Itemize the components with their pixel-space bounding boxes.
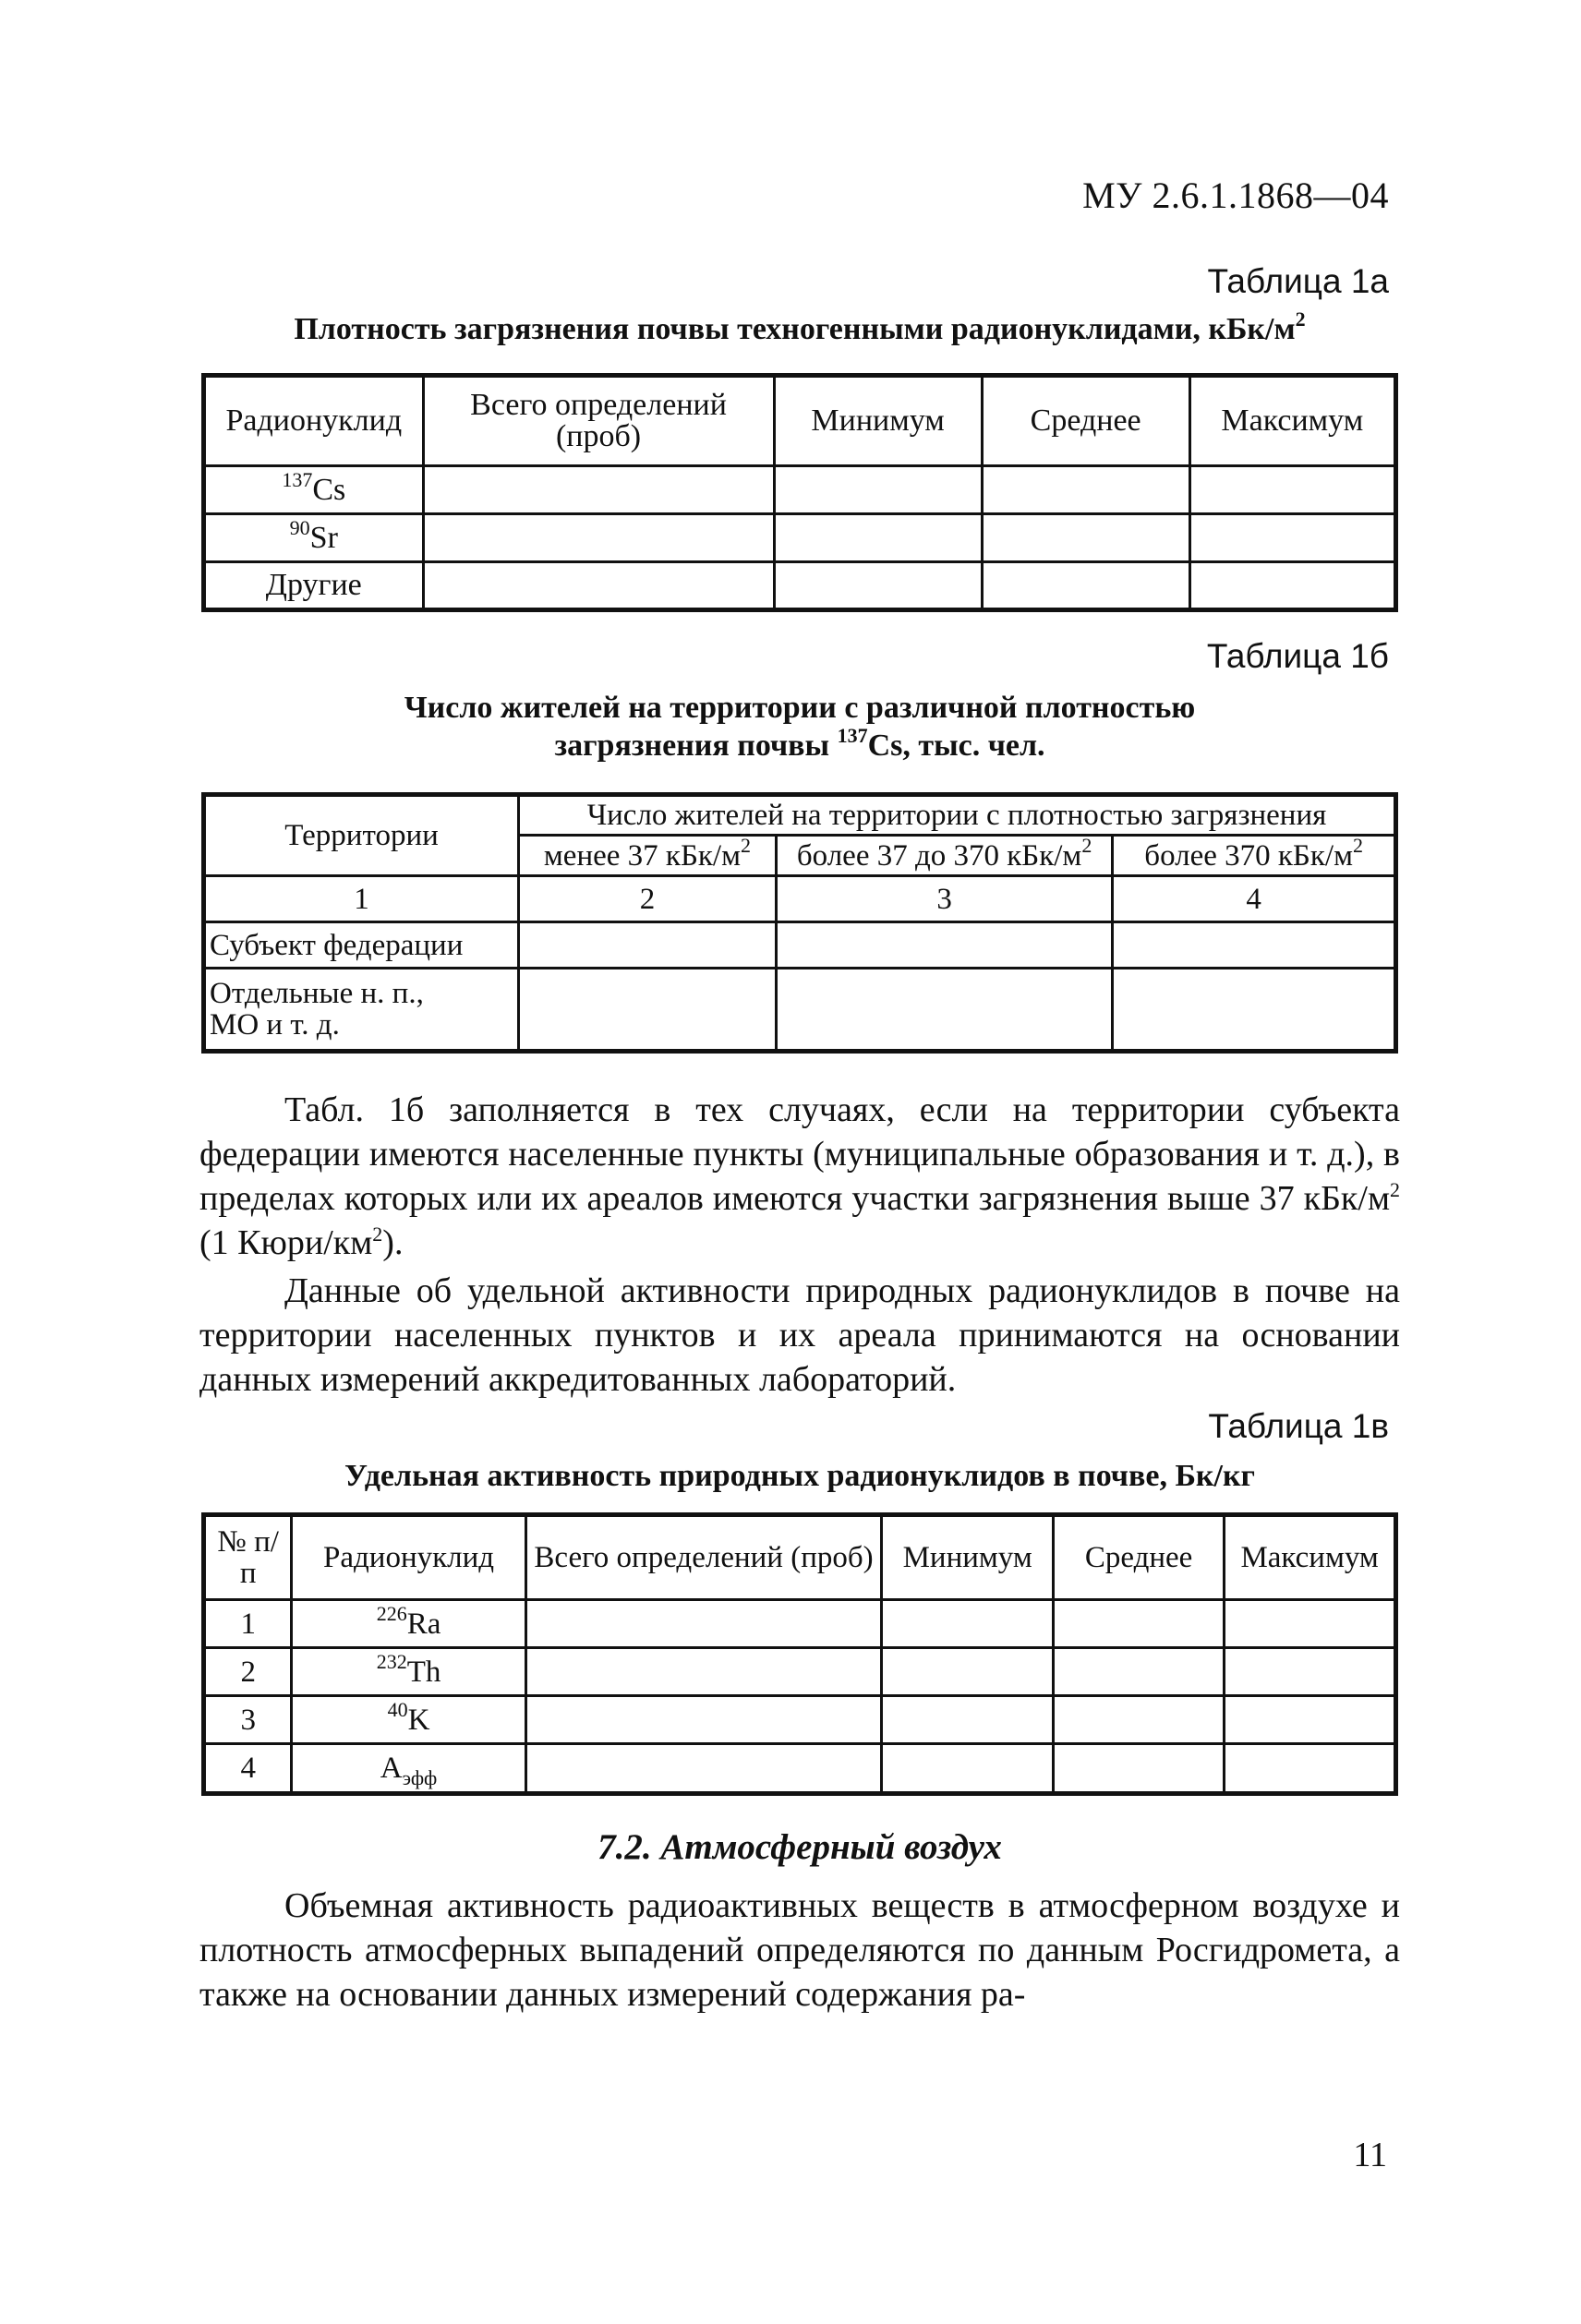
radionuclide-cell: $^{226}$Ra [292,1600,525,1648]
table-1v-title: Удельная активность природных радионуклидов в почве, Бк/кг [344,1459,1255,1493]
document-code: МУ 2.6.1.1868—04 [1082,175,1389,216]
header-cell: № п/п [204,1515,292,1600]
subheader-cell: более 37 до 370 кБк/$м^2$ [776,836,1112,876]
table-1b-header-row [204,795,1396,836]
empty-cell [1189,466,1395,514]
column-number-row [204,876,1396,922]
column-number-cell: 4 [1113,876,1396,922]
table-1v-header-row [204,1515,1396,1600]
header-cell: Территории [204,795,519,876]
empty-cell [519,922,777,969]
row-number-cell: 3 [204,1696,292,1744]
paragraph-table-1b-note: Табл. 1б заполняется в тех случаях, если на территории субъекта федерации имеются населенные пункты (муниципальные образования и т. д.), в пределах которых или их ареалов имеются участки загрязнения выше 37 кБк/$м^2$ (1 Кюри/$км^2$). [199,1090,1400,1262]
table-row [204,514,1396,562]
subheader-cell: менее 37 кБк/$м^2$ [519,836,777,876]
empty-cell [1189,562,1395,610]
header-cell: Минимум [882,1515,1054,1600]
radionuclide-cell: $^{90}$Sr [204,514,424,562]
column-number-cell: 3 [776,876,1112,922]
table-row [204,1648,1396,1696]
territory-cell: Отдельные н. п., МО и т. д. [204,969,519,1052]
empty-cell [882,1744,1054,1794]
paragraph-natural-radionuclides: Данные об удельной активности природных радионуклидов в почве на территории населенных пунктов и их ареала принимаются на основании данных измерений аккредитованных лабораторий. [199,1271,1400,1399]
empty-cell [1225,1696,1396,1744]
empty-cell [776,969,1112,1052]
empty-cell [1189,514,1395,562]
table-1v-label: Таблица 1в [1208,1407,1389,1445]
empty-cell [774,562,982,610]
empty-cell [423,514,774,562]
radionuclide-cell: $A_{эфф}$ [292,1744,525,1794]
empty-cell [1053,1744,1224,1794]
table-row [204,1744,1396,1794]
empty-cell [423,466,774,514]
column-number-cell: 2 [519,876,777,922]
empty-cell [776,922,1112,969]
table-1b [201,792,1398,1054]
paragraph-atmospheric-air: Объемная активность радиоактивных веществ в атмосферном воздухе и плотность атмосферных выпадений определяются по данным Росгидромета, а также на основании данных измерений содержания ра- [199,1886,1400,2014]
empty-cell [1225,1648,1396,1696]
column-number-cell: 1 [204,876,519,922]
table-1a-label: Таблица 1а [1207,262,1389,300]
empty-cell [525,1696,882,1744]
page-number: 11 [1353,2136,1387,2174]
table-1a [201,373,1398,612]
table-1a-header-row [204,376,1396,466]
empty-cell [525,1600,882,1648]
empty-cell [774,466,982,514]
header-cell: Максимум [1189,376,1395,466]
empty-cell [423,562,774,610]
table-1b-title: Число жителей на территории с различной плотностью загрязнения почвы $^{137}$Cs, тыс. чел. [404,691,1196,763]
table-1a-title: Плотность загрязнения почвы техногенными радионуклидами, кБк/$м^2$ [294,307,1306,346]
row-number-cell: 1 [204,1600,292,1648]
empty-cell [982,514,1189,562]
empty-cell [774,514,982,562]
empty-cell [1053,1696,1224,1744]
header-cell: Минимум [774,376,982,466]
header-cell: Максимум [1225,1515,1396,1600]
empty-cell [1053,1648,1224,1696]
empty-cell [1113,922,1396,969]
header-cell: Всего определений (проб) [423,376,774,466]
territory-cell: Субъект федерации [204,922,519,969]
header-cell: Радионуклид [204,376,424,466]
empty-cell [1225,1744,1396,1794]
empty-cell [1053,1600,1224,1648]
table-1v [201,1512,1398,1796]
radionuclide-cell: $^{232}$Th [292,1648,525,1696]
table-row [204,969,1396,1052]
radionuclide-cell: $^{137}$Cs [204,466,424,514]
empty-cell [982,562,1189,610]
empty-cell [882,1600,1054,1648]
header-cell: Радионуклид [292,1515,525,1600]
empty-cell [882,1696,1054,1744]
empty-cell [982,466,1189,514]
table-row [204,1600,1396,1648]
empty-cell [525,1744,882,1794]
header-group-cell: Число жителей на территории с плотностью загрязнения [519,795,1396,836]
table-row [204,466,1396,514]
row-number-cell: 2 [204,1648,292,1696]
table-1b-label: Таблица 1б [1206,637,1389,675]
header-cell: Всего определений (проб) [525,1515,882,1600]
subheader-cell: более 370 кБк/$м^2$ [1113,836,1396,876]
table-row [204,1696,1396,1744]
radionuclide-cell: Другие [204,562,424,610]
header-cell: Среднее [1053,1515,1224,1600]
radionuclide-cell: $^{40}$K [292,1696,525,1744]
empty-cell [882,1648,1054,1696]
empty-cell [1113,969,1396,1052]
empty-cell [519,969,777,1052]
row-number-cell: 4 [204,1744,292,1794]
empty-cell [1225,1600,1396,1648]
empty-cell [525,1648,882,1696]
table-row [204,562,1396,610]
section-heading: 7.2. Атмосферный воздух [597,1827,1002,1867]
table-row [204,922,1396,969]
header-cell: Среднее [982,376,1189,466]
